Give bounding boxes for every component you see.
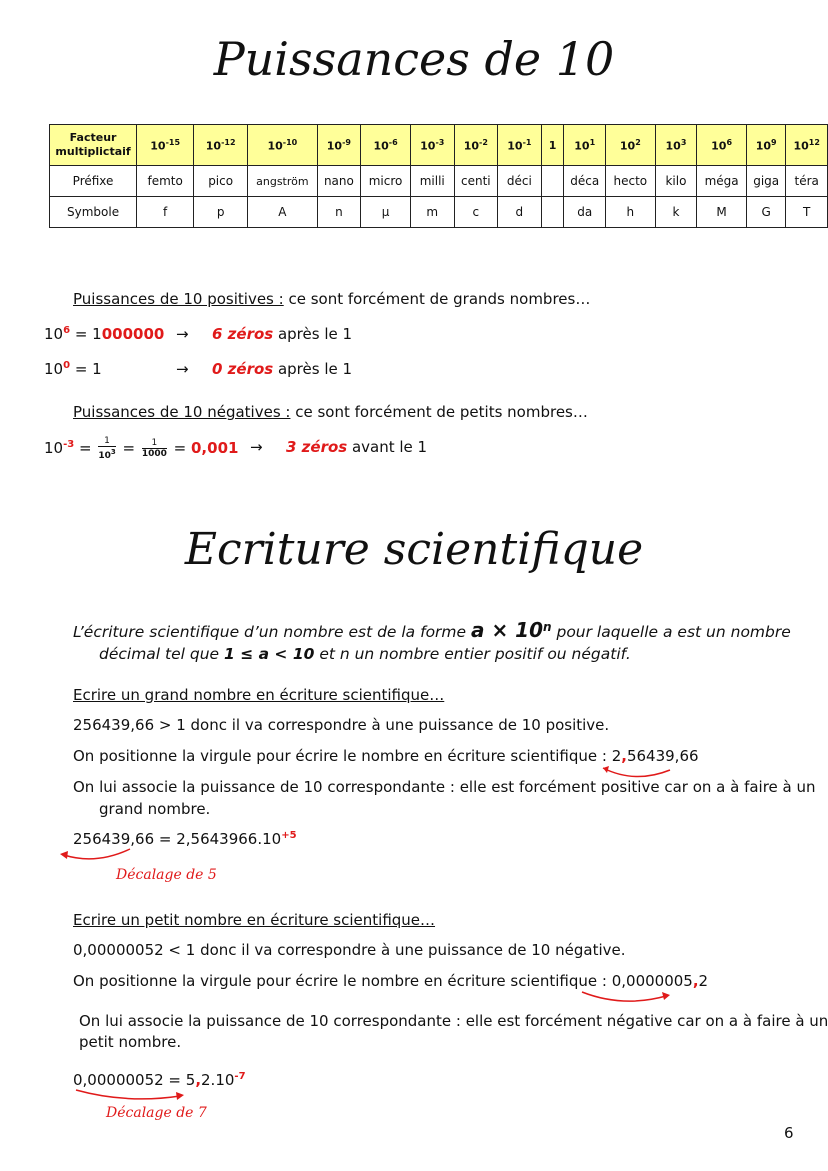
prefixe-cell: méga [697,166,747,197]
facteur-exp: -15 [165,137,181,147]
petit-line2-comma: , [692,972,699,990]
grand-line2-comma: , [621,747,627,765]
negatives-heading: Puissances de 10 négatives : [73,403,291,421]
neg-eq3: = [168,439,191,457]
frac1-den: 10 [98,451,111,461]
prefixe-cell: déci [498,166,542,197]
def-formula: a × 10 [470,618,543,642]
facteur-cell [498,125,542,166]
grand-line2-a: 2 [611,747,622,765]
facteur-exp: -1 [522,137,532,147]
petit-line2-b: 2 [698,972,709,990]
table-header-facteur: Facteur multiplictaif [50,125,137,166]
grand-line2-text: On positionne la virgule pour écrire le nombre en écriture scientifique : [73,747,612,765]
petit-result-exp: -7 [234,1071,246,1082]
symbole-cell: k [655,197,696,228]
negatives-example [44,436,238,461]
facteur-cell [248,125,318,166]
neg-base: 10 [44,439,64,457]
prefix-table [49,124,828,228]
prefixe-cell: nano [317,166,361,197]
ex2-exp: 0 [63,360,71,371]
symbole-cell: A [248,197,318,228]
grand-result-exp: +5 [281,830,297,841]
petit-line2-a: 0,0000005 [611,972,693,990]
facteur-cell [746,125,785,166]
facteur-base: 10 [373,139,389,153]
ex1-eq: = 1 [70,325,102,343]
symbole-cell: m [410,197,454,228]
symbole-cell: d [498,197,542,228]
facteur-base: 10 [420,139,436,153]
facteur-base: 1 [548,138,557,152]
ex2-count: 0 zéros [212,360,274,378]
petit-result-comma: , [195,1071,202,1089]
grand-line-3a: On lui associe la puissance de 10 correspondante : elle est forcément positive car on a à faire à un [73,778,816,796]
positives-example-2 [44,360,102,378]
symbole-cell: p [194,197,248,228]
neg-explanation [286,438,427,456]
table-row-symbole [50,197,828,228]
symbole-cell [541,197,564,228]
page-title-ecriture: Ecriture scientifique [184,524,644,575]
facteur-base: 10 [205,139,222,153]
frac1-num: 1 [98,436,115,447]
petit-heading: Ecrire un petit nombre en écriture scientifique… [73,911,436,929]
neg-result-red: 001 [207,439,239,457]
facteur-exp: 9 [771,137,777,147]
prefixe-cell: hecto [605,166,655,197]
ex1-base: 10 [44,325,64,343]
facteur-base: 10 [326,139,343,153]
symbole-cell: f [137,197,194,228]
grand-line-3b: grand nombre. [99,800,211,818]
facteur-base: 10 [574,139,590,153]
ex2-arrow: → [176,360,189,378]
prefixe-cell: femto [137,166,194,197]
page-number: 6 [784,1124,794,1142]
ex1-zeros: 000000 [101,325,165,343]
negatives-heading-rest: ce sont forcément de petits nombres… [290,403,588,421]
prefixe-cell: giga [746,166,785,197]
prefixe-cell: téra [786,166,828,197]
facteur-exp: -12 [221,137,236,147]
facteur-exp: -2 [479,137,488,147]
facteur-exp: -9 [342,137,351,147]
ex2-rest: après le 1 [273,360,353,378]
ex2-base: 10 [44,360,64,378]
prefixe-cell [541,166,564,197]
grand-line2-b: 56439,66 [626,747,699,765]
neg-exp: -3 [63,439,75,450]
def-condition: 1 ≤ a < 10 [224,645,315,663]
facteur-exp: 1 [589,137,596,147]
prefixe-cell: pico [194,166,248,197]
ex2-explanation [212,360,352,378]
facteur-base: 10 [267,139,283,153]
facteur-exp: 2 [635,137,641,147]
facteur-cell [564,125,605,166]
def-part2: pour laquelle a est un nombre [551,623,791,641]
ex1-rest: après le 1 [273,325,353,343]
neg-fraction-1 [98,436,115,461]
petit-line2-text: On positionne la virgule pour écrire le nombre en écriture scientifique : [73,972,612,990]
negatives-heading-line [73,403,588,421]
def-line2a: décimal tel que [99,645,225,663]
table-row-facteur [50,125,828,166]
neg-fraction-2 [142,438,167,459]
facteur-cell [786,125,828,166]
prefixe-cell: milli [410,166,454,197]
table-header-symbole: Symbole [50,197,137,228]
grand-note: Décalage de 5 [116,867,217,883]
petit-result-arrow [72,1086,192,1106]
frac2-den: 1000 [141,449,167,459]
facteur-cell [655,125,696,166]
facteur-exp: 6 [726,137,733,147]
facteur-base: 10 [793,139,809,153]
definition-line-2 [99,645,631,663]
ex2-eq: = 1 [70,360,102,378]
symbole-cell: n [317,197,361,228]
facteur-base: 10 [755,139,772,153]
facteur-base: 10 [507,139,523,153]
facteur-base: 10 [150,139,166,153]
grand-line-1: 256439,66 > 1 donc il va correspondre à une puissance de 10 positive. [73,716,610,734]
ex1-arrow: → [176,325,189,343]
facteur-cell [361,125,411,166]
petit-result-b: 2.10 [201,1071,235,1089]
def-formula-exp: n [543,619,552,634]
facteur-cell [317,125,361,166]
facteur-cell [454,125,498,166]
neg-rest: avant le 1 [347,438,428,456]
facteur-exp: -10 [282,137,298,147]
petit-result-a: 0,00000052 = 5 [73,1071,196,1089]
grand-result-arrow [56,845,136,867]
facteur-base: 10 [463,139,479,153]
symbole-cell: G [746,197,785,228]
grand-line-2 [73,747,699,765]
facteur-cell [605,125,655,166]
table-row-prefixe [50,166,828,197]
facteur-cell [137,125,194,166]
ex1-exp: 6 [63,325,71,336]
positives-example-1 [44,325,164,343]
facteur-cell [541,125,564,166]
table-header-prefixe: Préfixe [50,166,137,197]
petit-line-3b: petit nombre. [79,1033,182,1051]
facteur-cell [194,125,248,166]
positives-heading-rest: ce sont forcément de grands nombres… [283,290,591,308]
prefixe-cell: angström [248,166,318,197]
ex1-explanation [212,325,352,343]
facteur-exp: -3 [435,137,445,147]
facteur-base: 10 [711,139,727,153]
positives-heading-line [73,290,590,308]
def-part1: L’écriture scientifique d’un nombre est de la forme [73,623,471,641]
prefixe-cell: centi [454,166,498,197]
facteur-exp: 3 [680,137,687,147]
petit-arrow-shift [578,988,678,1008]
neg-eq: = [74,439,97,457]
neg-result-start: 0, [191,439,208,457]
neg-count: 3 zéros [286,438,348,456]
facteur-base: 10 [665,139,681,153]
neg-arrow: → [250,438,263,456]
symbole-cell: µ [361,197,411,228]
definition-line-1 [73,618,791,642]
petit-note: Décalage de 7 [106,1105,207,1121]
ex1-count: 6 zéros [212,325,274,343]
frac2-num: 1 [142,438,167,449]
symbole-cell: c [454,197,498,228]
prefixe-cell: déca [564,166,605,197]
symbole-cell: M [697,197,747,228]
prefixe-cell: micro [361,166,411,197]
petit-line-3a: On lui associe la puissance de 10 correspondante : elle est forcément négative car on a à faire à un [79,1012,828,1030]
facteur-base: 10 [619,139,636,153]
facteur-exp: -6 [388,137,398,147]
facteur-cell [410,125,454,166]
prefixe-cell: kilo [655,166,696,197]
neg-eq2: = [117,439,140,457]
grand-result-text: 256439,66 = 2,5643966.10 [73,830,282,848]
def-line2b: et n un nombre entier positif ou négatif. [314,645,631,663]
symbole-cell: T [786,197,828,228]
symbole-cell: da [564,197,605,228]
page-title-puissances: Puissances de 10 [213,32,615,86]
positives-heading: Puissances de 10 positives : [73,290,284,308]
grand-heading: Ecrire un grand nombre en écriture scientifique… [73,686,445,704]
facteur-cell [697,125,747,166]
petit-line-1: 0,00000052 < 1 donc il va correspondre à une puissance de 10 négative. [73,941,626,959]
symbole-cell: h [605,197,655,228]
facteur-exp: 12 [808,137,820,147]
frac1-den-exp: 3 [110,448,116,456]
